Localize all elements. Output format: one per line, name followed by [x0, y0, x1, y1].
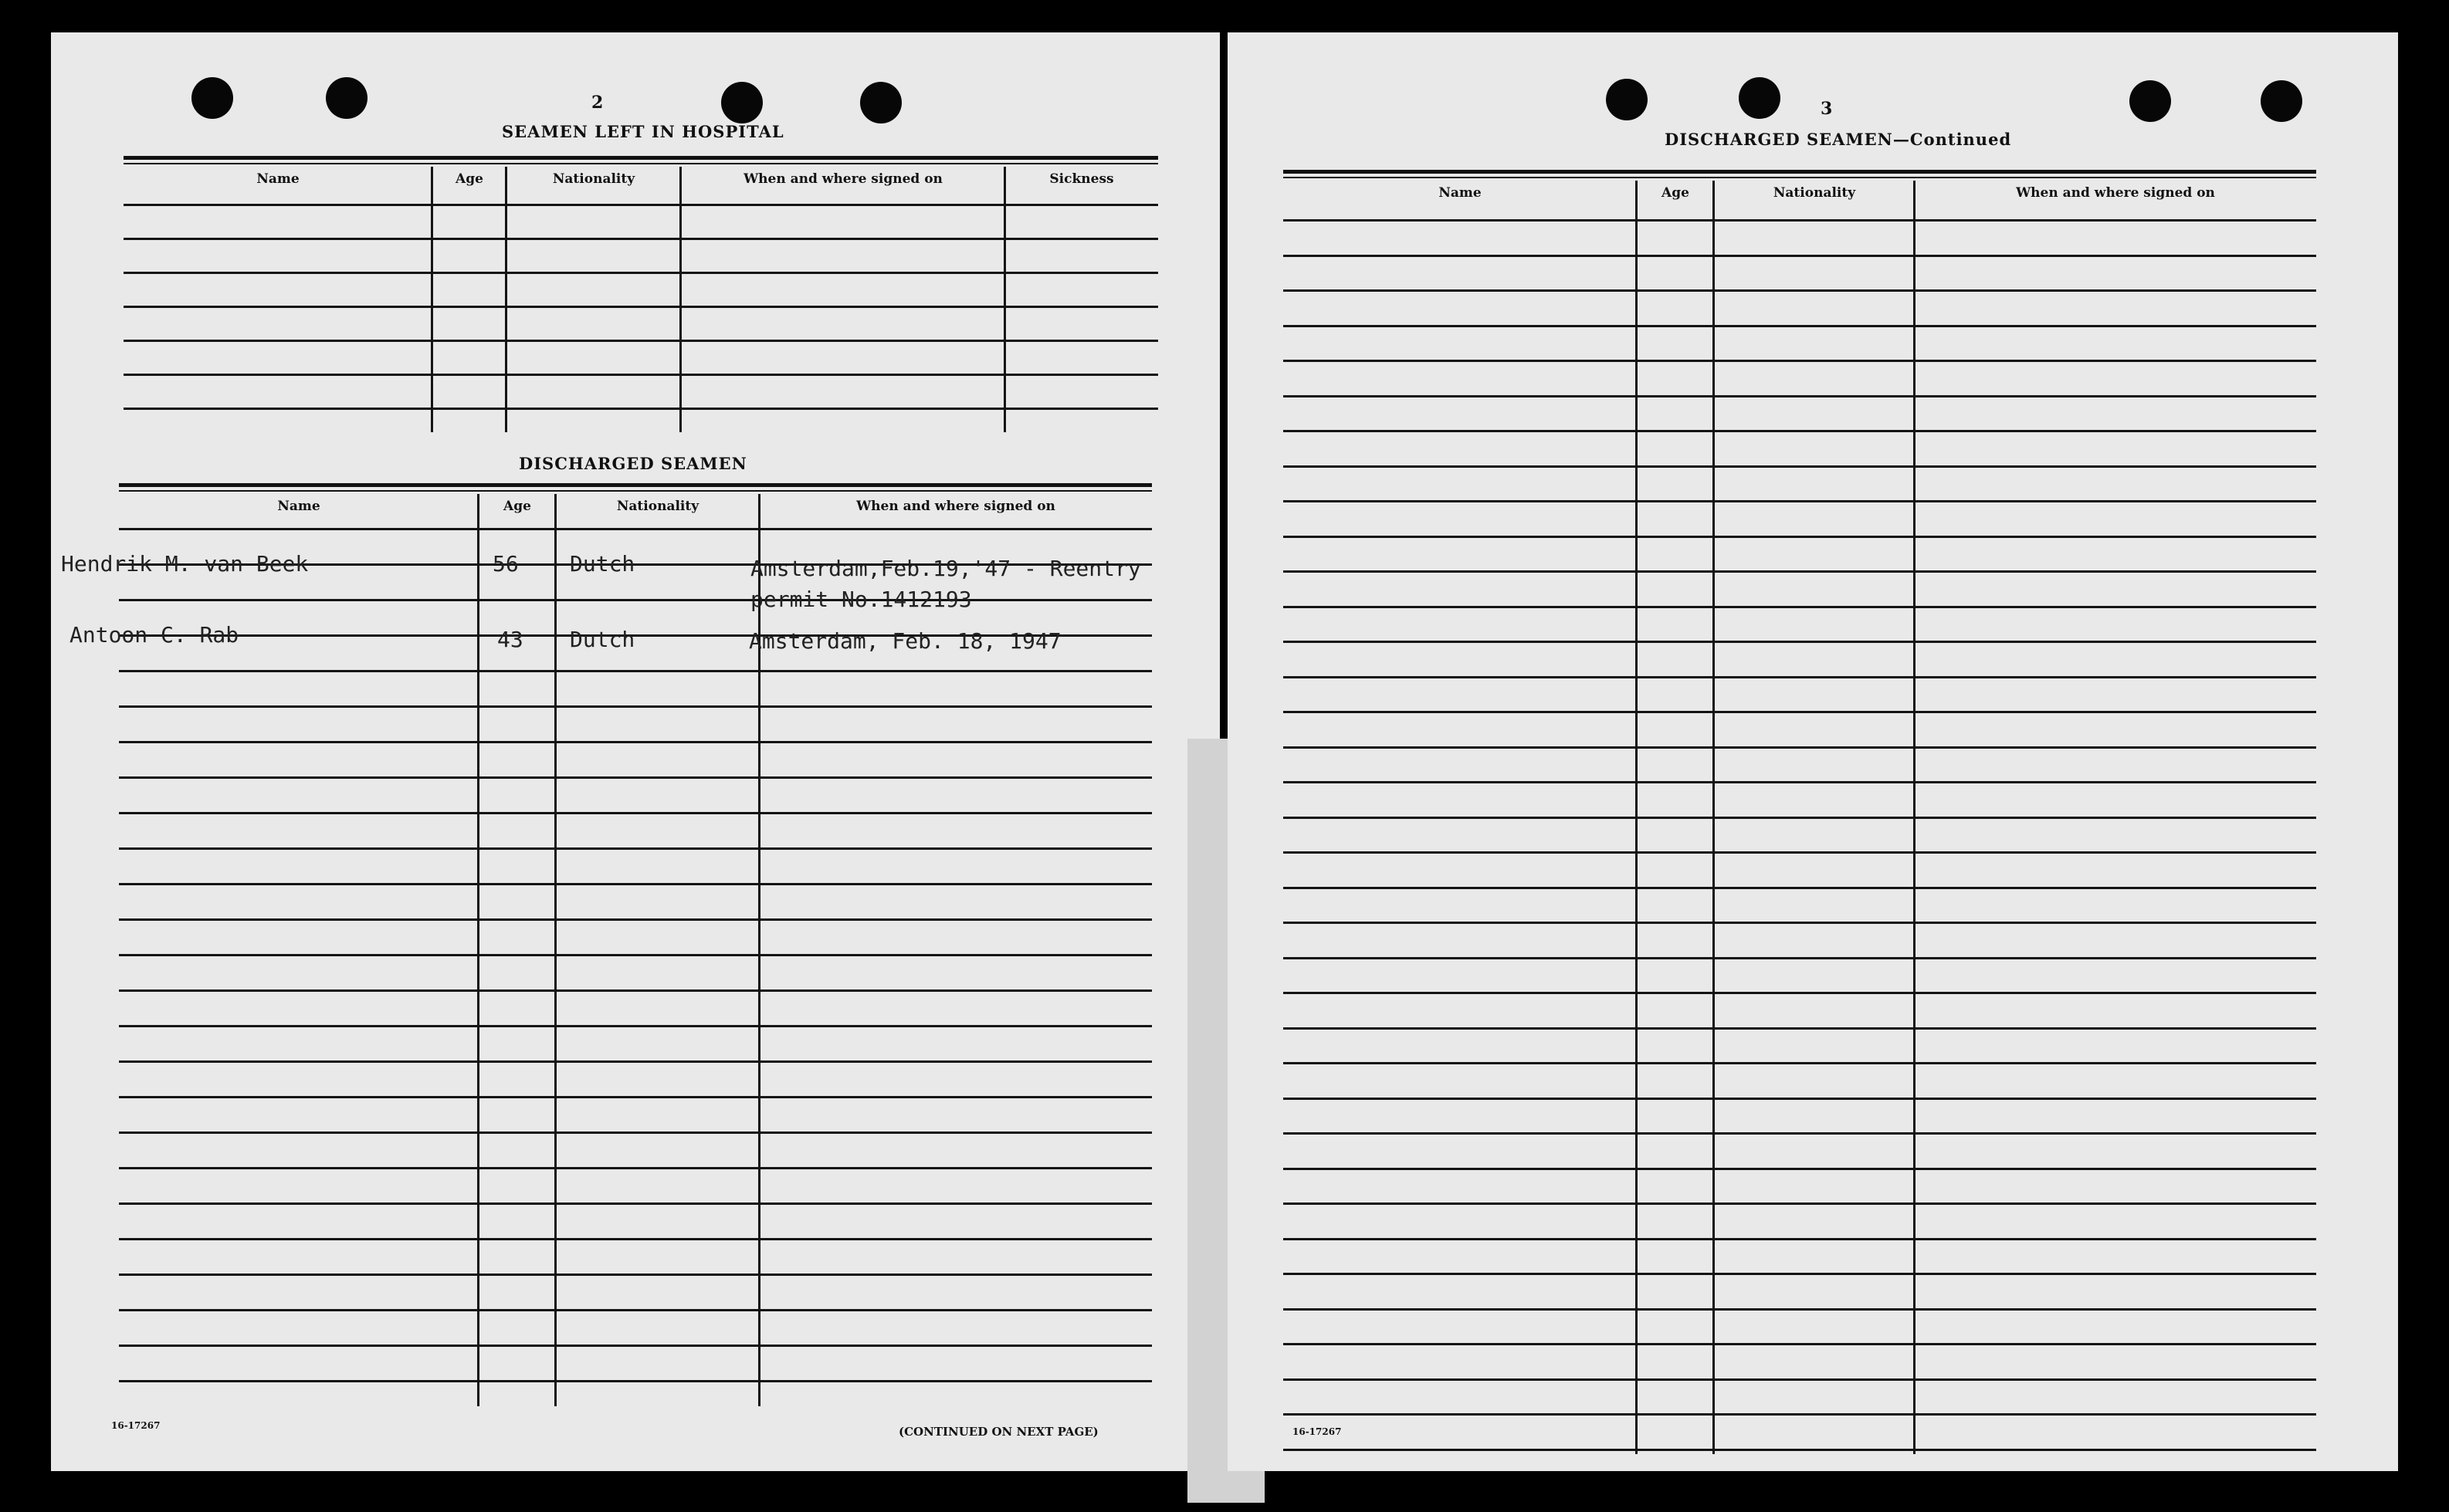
discharged-continued-table	[1283, 170, 2316, 1454]
column-header-nationality: Nationality	[552, 171, 635, 187]
table-rule-line	[1283, 606, 2316, 608]
table-rule-line	[119, 989, 1152, 992]
table-rule-line	[1283, 1449, 2316, 1451]
column-header-age: Age	[503, 499, 531, 514]
table-rule-line	[1283, 922, 2316, 924]
table-rule-line	[119, 1202, 1152, 1205]
table-rule-line	[119, 776, 1152, 779]
table-rule-line	[124, 238, 1158, 240]
binder-hole	[2129, 80, 2171, 122]
table-rule-line	[1283, 1343, 2316, 1345]
table-rule-line	[1283, 465, 2316, 468]
table-column-divider	[505, 167, 507, 432]
table-rule-line	[1283, 219, 2316, 222]
right-page	[1228, 32, 2398, 1471]
table-rule-line	[1283, 360, 2316, 362]
column-header-signed-on: When and where signed on	[744, 171, 943, 187]
table-top-rule	[1283, 177, 2316, 178]
page-number: 3	[1821, 99, 1833, 119]
entry-signed-on-continued: permit No.1412193	[750, 587, 972, 612]
table-rule-line	[1283, 851, 2316, 854]
form-number: 16-17267	[1292, 1426, 1342, 1437]
table-rule-line	[119, 1060, 1152, 1063]
table-column-divider	[477, 494, 479, 1406]
table-rule-line	[119, 812, 1152, 814]
table-top-rule	[119, 483, 1152, 487]
entry-age: 56	[493, 551, 519, 577]
table-rule-line	[1283, 1202, 2316, 1205]
table-rule-line	[1283, 1098, 2316, 1100]
table-rule-line	[119, 741, 1152, 743]
table-column-divider	[1913, 181, 1916, 1454]
table-rule-line	[1283, 289, 2316, 292]
column-header-nationality: Nationality	[1773, 185, 1856, 201]
binder-hole	[2261, 80, 2302, 122]
table-rule-line	[119, 883, 1152, 885]
table-rule-line	[1283, 746, 2316, 749]
binder-hole	[191, 77, 233, 119]
form-number: 16-17267	[111, 1420, 161, 1431]
table-rule-line	[1283, 430, 2316, 432]
table-rule-line	[124, 408, 1158, 410]
column-header-age: Age	[456, 171, 483, 187]
column-header-sickness: Sickness	[1049, 171, 1114, 187]
column-header-name: Name	[256, 171, 300, 187]
binder-hole	[721, 82, 763, 123]
table-rule-line	[119, 1345, 1152, 1347]
table-rule-line	[1283, 395, 2316, 397]
table-rule-line	[1283, 1273, 2316, 1275]
column-header-name: Name	[1438, 185, 1482, 201]
table-rule-line	[119, 1380, 1152, 1382]
table-rule-line	[124, 306, 1158, 308]
column-header-signed-on: When and where signed on	[856, 499, 1055, 514]
table-rule-line	[124, 204, 1158, 206]
discharged-section-title: DISCHARGED SEAMEN	[519, 454, 747, 473]
table-rule-line	[119, 1167, 1152, 1169]
table-rule-line	[119, 847, 1152, 850]
table-rule-line	[119, 918, 1152, 921]
table-rule-line	[119, 954, 1152, 956]
table-rule-line	[119, 705, 1152, 708]
binder-hole	[326, 77, 368, 119]
table-top-rule	[1283, 170, 2316, 174]
table-rule-line	[1283, 992, 2316, 994]
table-rule-line	[119, 1096, 1152, 1098]
table-rule-line	[119, 670, 1152, 672]
table-column-divider	[431, 167, 433, 432]
table-rule-line	[1283, 1132, 2316, 1135]
entry-signed-on: Amsterdam, Feb. 18, 1947	[749, 628, 1062, 654]
table-rule-line	[1283, 1027, 2316, 1030]
table-rule-line	[1283, 1168, 2316, 1170]
table-rule-line	[119, 528, 1152, 530]
table-rule-line	[1283, 570, 2316, 573]
entry-signed-on: Amsterdam,Feb.19,'47 - Reentry	[750, 556, 1141, 581]
table-rule-line	[1283, 957, 2316, 959]
table-rule-line	[1283, 500, 2316, 502]
table-rule-line	[1283, 711, 2316, 713]
table-column-divider	[1635, 181, 1638, 1454]
hospital-section-title: SEAMEN LEFT IN HOSPITAL	[502, 122, 784, 141]
column-header-nationality: Nationality	[616, 499, 699, 514]
table-rule-line	[1283, 817, 2316, 819]
table-rule-line	[1283, 325, 2316, 327]
column-header-signed-on: When and where signed on	[2016, 185, 2215, 201]
table-top-rule	[124, 163, 1158, 164]
table-column-divider	[554, 494, 557, 1406]
table-rule-line	[1283, 1378, 2316, 1381]
entry-name: Antoon C. Rab	[69, 622, 239, 648]
table-rule-line	[119, 1238, 1152, 1240]
discharged-table	[119, 483, 1152, 1406]
table-rule-line	[1283, 1238, 2316, 1240]
page-number: 2	[591, 93, 604, 113]
binder-hole	[860, 82, 902, 123]
table-rule-line	[1283, 1062, 2316, 1064]
table-top-rule	[119, 490, 1152, 492]
table-rule-line	[119, 599, 1152, 601]
entry-name: Hendrik M. van Beek	[61, 551, 309, 577]
table-column-divider	[1004, 167, 1006, 432]
continued-note: (CONTINUED ON NEXT PAGE)	[899, 1425, 1099, 1439]
table-rule-line	[124, 340, 1158, 342]
table-rule-line	[1283, 536, 2316, 538]
table-rule-line	[1283, 781, 2316, 783]
entry-nationality: Dutch	[570, 551, 635, 577]
table-rule-line	[119, 1131, 1152, 1134]
section-title: DISCHARGED SEAMEN—Continued	[1665, 130, 2012, 149]
left-page	[51, 32, 1220, 1471]
table-rule-line	[1283, 676, 2316, 678]
table-rule-line	[1283, 255, 2316, 257]
table-rule-line	[1283, 1308, 2316, 1311]
table-rule-line	[124, 272, 1158, 274]
hospital-table	[124, 156, 1158, 432]
table-column-divider	[679, 167, 682, 432]
table-rule-line	[1283, 887, 2316, 889]
column-header-name: Name	[277, 499, 320, 514]
table-top-rule	[124, 156, 1158, 160]
table-column-divider	[1712, 181, 1715, 1454]
table-rule-line	[124, 374, 1158, 376]
table-rule-line	[119, 1025, 1152, 1027]
binder-hole	[1739, 77, 1780, 119]
table-rule-line	[1283, 641, 2316, 643]
entry-age: 43	[497, 627, 523, 652]
entry-nationality: Dutch	[570, 627, 635, 652]
binder-hole	[1606, 79, 1648, 120]
table-rule-line	[119, 1309, 1152, 1311]
column-header-age: Age	[1661, 185, 1689, 201]
table-rule-line	[119, 1274, 1152, 1276]
table-rule-line	[1283, 1413, 2316, 1416]
